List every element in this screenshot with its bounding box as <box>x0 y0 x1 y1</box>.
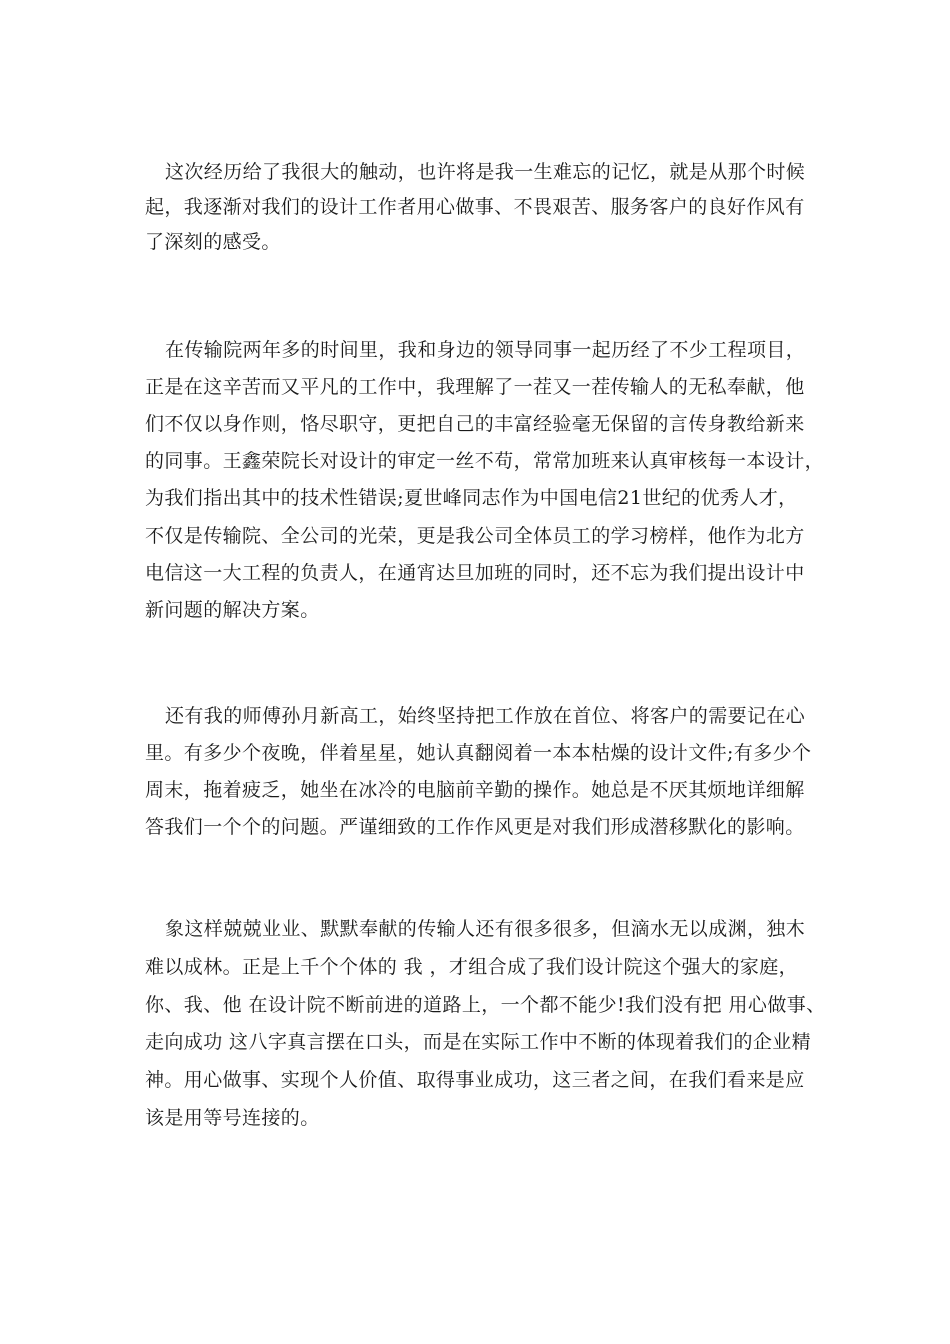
text-line: 正是在这辛苦而又平凡的工作中，我理解了一茬又一茬传输人的无私奉献，他 <box>145 376 805 398</box>
text-line: 在传输院两年多的时间里，我和身边的领导同事一起历经了不少工程项目， <box>165 339 806 361</box>
text-line: 了深刻的感受。 <box>145 231 281 253</box>
text-line: 象这样兢兢业业、默默奉献的传输人还有很多很多，但滴水无以成渊，独木 <box>165 918 806 940</box>
text-line: 该是用等号连接的。 <box>145 1107 320 1129</box>
text-line: 为我们指出其中的技术性错误;夏世峰同志作为中国电信21世纪的优秀人才， <box>145 487 798 509</box>
text-line: 们不仅以身作则，恪尽职守，更把自己的丰富经验毫无保留的言传身教给新来 <box>145 413 805 435</box>
text-line: 新问题的解决方案。 <box>145 599 320 621</box>
text-line: 不仅是传输院、全公司的光荣，更是我公司全体员工的学习榜样，他作为北方 <box>145 525 805 547</box>
text-line: 还有我的师傅孙月新高工，始终坚持把工作放在首位、将客户的需要记在心 <box>165 705 806 727</box>
text-line: 走向成功 这八字真言摆在口头，而是在实际工作中不断的体现着我们的企业精 <box>145 1031 812 1053</box>
text-line: 神。用心做事、实现个人价值、取得事业成功，这三者之间，在我们看来是应 <box>145 1069 805 1091</box>
text-line: 里。有多少个夜晚，伴着星星，她认真翻阅着一本本枯燥的设计文件;有多少个 <box>145 742 812 764</box>
text-line: 周末，拖着疲乏，她坐在冰冷的电脑前辛勤的操作。她总是不厌其烦地详细解 <box>145 779 805 801</box>
text-line: 你、我、他 在设计院不断前进的道路上，一个都不能少!我们没有把 用心做事、 <box>145 994 826 1016</box>
text-line: 这次经历给了我很大的触动，也许将是我一生难忘的记忆，就是从那个时候 <box>165 161 806 183</box>
text-line: 电信这一大工程的负责人，在通宵达旦加班的同时，还不忘为我们提出设计中 <box>145 562 805 584</box>
text-line: 答我们一个个的问题。严谨细致的工作作风更是对我们形成潜移默化的影响。 <box>145 816 805 838</box>
text-line: 难以成林。正是上千个个体的 我 ，才组合成了我们设计院这个强大的家庭， <box>145 956 799 978</box>
text-line: 起，我逐渐对我们的设计工作者用心做事、不畏艰苦、服务客户的良好作风有 <box>145 196 805 218</box>
text-line: 的同事。王鑫荣院长对设计的审定一丝不苟，常常加班来认真审核每一本设计， <box>145 450 825 472</box>
